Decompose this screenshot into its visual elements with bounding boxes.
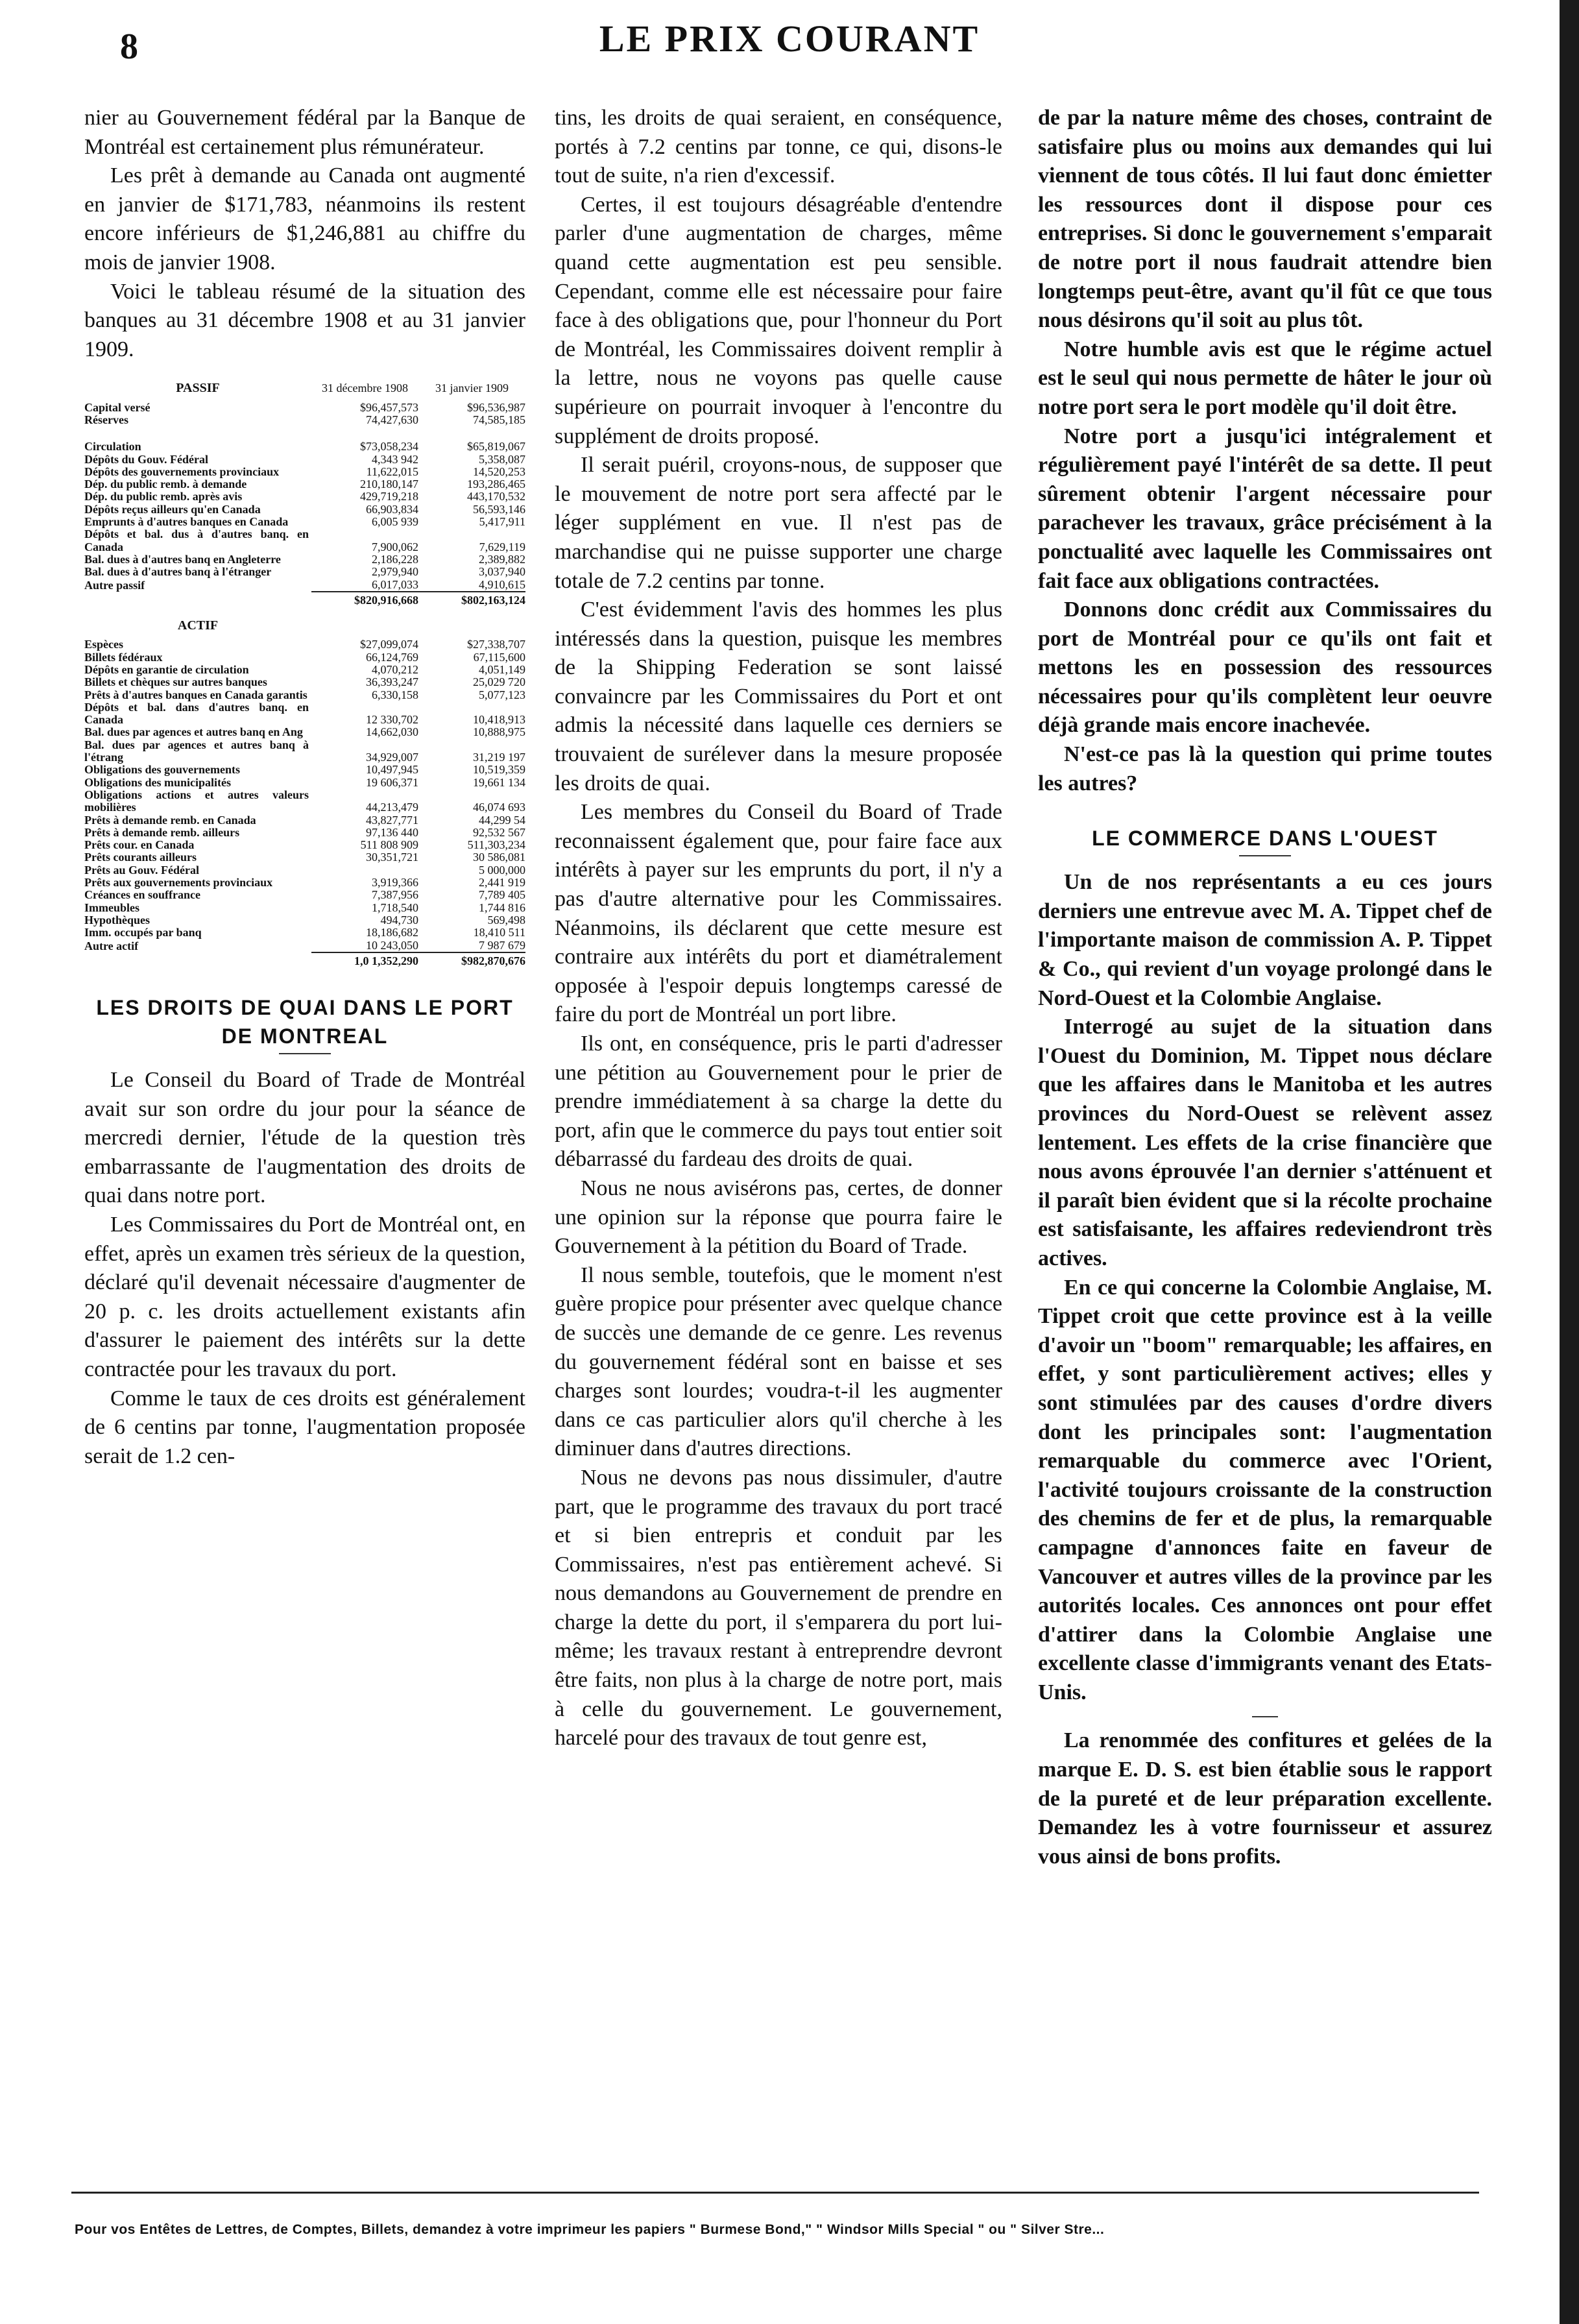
value-dec-1908: 12 330,702 xyxy=(366,713,418,727)
table-row xyxy=(84,441,525,453)
total-jan-1909: $802,163,124 xyxy=(418,592,525,607)
row-label: Billets et chèques sur autres banques xyxy=(84,675,267,689)
row-label: Dép. du public remb. à demande xyxy=(84,478,247,491)
row-label: Prêts à demande remb. en Canada xyxy=(84,813,256,827)
value-dec-1908: 66,124,769 xyxy=(366,650,418,664)
value-jan-1909: 1,744 816 xyxy=(479,901,525,914)
value-dec-1908: 511 808 909 xyxy=(360,838,418,852)
table-row xyxy=(84,402,525,414)
passif-heading: PASSIF xyxy=(176,381,220,396)
table-row xyxy=(84,478,525,490)
value-dec-1908: 7,900,062 xyxy=(372,540,418,553)
row-label: Obligations des municipalités xyxy=(84,775,232,789)
value-dec-1908: 44,213,479 xyxy=(366,801,418,814)
table-row xyxy=(84,889,525,901)
value-jan-1909: 25,029 720 xyxy=(473,675,525,689)
right-para-8: En ce qui concerne la Colombie Anglaise, M. Tippet croit que cette province est à la veille d'avoir un "boom" remarquable; les affaires, en effet, y sont particulièrement actives; elles y sont stimulées par des causes d'ordre divers dont les principales sont: l'augmentation remarquable du commerce avec l'Orient, l'activité toujours croissante de la construction des chemins de fer et de plus, la remarquable campagne d'annonces faite en faveur de Vancouver et autres villes de la province par les autorités locales. Ces annonces ont pour effet d'attirer dans la Colombie Anglaise une excellente classe d'immigrants venant des Etats-Unis. xyxy=(1038,1275,1492,1704)
footer-advertisement: Pour vos Entêtes de Lettres, de Comptes, Billets, demandez à votre imprimeur les papiers " Burmese Bond," " Windsor Mills Special " ou " Silver Stre... xyxy=(75,2222,1105,2237)
table-row xyxy=(84,902,525,914)
table-row xyxy=(84,553,525,566)
value-jan-1909: 2,441 919 xyxy=(479,876,525,890)
value-dec-1908: 18,186,682 xyxy=(366,926,418,939)
right-para-5: N'est-ce pas là la question qui prime toutes les autres? xyxy=(1038,742,1492,795)
table-row xyxy=(84,689,525,701)
row-gap xyxy=(84,426,525,441)
col-head-jan: 31 janvier 1909 xyxy=(435,381,509,395)
passif-total-row xyxy=(84,592,525,607)
row-label: Bal. dues à d'autres banq à l'étranger xyxy=(84,565,272,579)
value-jan-1909: 10,888,975 xyxy=(473,725,525,739)
row-label: Circulation xyxy=(84,440,141,454)
table-row xyxy=(84,777,525,789)
value-jan-1909: $65,819,067 xyxy=(467,440,525,454)
value-jan-1909: 511,303,234 xyxy=(467,838,525,852)
total-jan-1909: $982,870,676 xyxy=(418,952,525,967)
table-row xyxy=(84,914,525,926)
mid-para-9: Nous ne devons pas nous dissimuler, d'autre part, que le programme des travaux du port tracé et si bien entrepris et conduit par les Commissaires, n'est pas entièrement achevé. Si nous demandons au Gouvernement de prendre en charge la dette du port, il s'emparera du port lui-même; les travaux restant à entreprendre devront être faits, non plus à la charge de notre port, mais à celle du gouvernement. Le gouvernement, harcelé pour des travaux de tout genre est, xyxy=(555,1465,1002,1750)
right-para-6: Un de nos représentants a eu ces jours derniers une entrevue avec M. A. Tippet chef de l'importante maison de commission A. P. Tippet & Co., qui revient d'un voyage prolongé dans le Nord-Ouest et la Colombie Anglaise. xyxy=(1038,870,1492,1010)
table-row xyxy=(84,939,525,952)
value-jan-1909: 44,299 54 xyxy=(479,813,525,827)
right-para-7: Interrogé au sujet de la situation dans l'Ouest du Dominion, M. Tippet nous déclare que les affaires dans le Manitoba et les autres provinces du Nord-Ouest se relèvent assez lentement. Les effets de la crise financière que nous avons éprouvée l'an dernier s'atténuent et il paraît bien évident que si la récolte prochaine est satisfaisante, les affaires redeviendront très actives. xyxy=(1038,1015,1492,1270)
value-jan-1909: 5,417,911 xyxy=(479,515,525,529)
right-column xyxy=(1038,104,1492,1871)
row-label: Capital versé xyxy=(84,400,151,414)
value-dec-1908: 6,330,158 xyxy=(372,688,418,701)
right-para-4: Donnons donc crédit aux Commissaires du port de Montréal pour ce qu'ils ont fait et mettons les en possession des ressources nécessaires pour qu'ils complètent leur oeuvre déjà grande mais encore inachevée. xyxy=(1038,598,1492,738)
value-dec-1908: 6,005 939 xyxy=(372,515,418,529)
value-jan-1909: 7,789 405 xyxy=(479,888,525,902)
title-rule xyxy=(1239,855,1291,856)
value-dec-1908: 3,919,366 xyxy=(372,876,418,890)
value-dec-1908: 4,070,212 xyxy=(372,662,418,676)
value-dec-1908: 494,730 xyxy=(380,913,418,926)
value-jan-1909: 4,051,149 xyxy=(479,662,525,676)
row-label: Bal. dues à d'autres banq en Angleterre xyxy=(84,552,281,566)
row-label: Bal. dues par agences et autres banq à l'étrang xyxy=(84,738,309,764)
mid-para-8: Il nous semble, toutefois, que le moment n'est guère propice pour présenter avec quelque chance de succès une demande de ce genre. Les revenus du gouvernement fédéral sont en baisse et ses charges sont lourdes; voudra-t-il les augmenter dans ce cas particulier alors qu'il cherche à les diminuer dans d'autres directions. xyxy=(555,1263,1002,1461)
value-dec-1908: 74,427,630 xyxy=(366,413,418,426)
row-label: Dépôts des gouvernements provinciaux xyxy=(84,465,280,478)
value-jan-1909: 31,219 197 xyxy=(473,751,525,764)
page-number: 8 xyxy=(120,27,138,67)
table-row xyxy=(84,664,525,676)
value-dec-1908: 4,343 942 xyxy=(372,452,418,466)
title-rule xyxy=(279,1053,331,1054)
right-para-2: Notre humble avis est que le régime actuel est le seul qui nous permette de hâter le jour où notre port sera le port modèle qu'il doit être. xyxy=(1038,337,1492,419)
value-jan-1909: 67,115,600 xyxy=(473,650,525,664)
value-jan-1909: 14,520,253 xyxy=(473,465,525,478)
value-dec-1908: $73,058,234 xyxy=(360,440,418,454)
table-row xyxy=(84,851,525,864)
row-label: Dép. du public remb. après avis xyxy=(84,490,243,503)
table-row xyxy=(84,926,525,939)
table-row xyxy=(84,490,525,503)
row-label: Créances en souffrance xyxy=(84,888,200,902)
mid-para-2: Certes, il est toujours désagréable d'entendre parler d'une augmentation de charges, même quand cette augmentation est peu sensible. Cependant, comme elle est nécessaire pour faire face à des obligations que, pour l'honneur du Port de Montréal, les Commissaires doivent remplir à la lettre, nous ne voyons pas quelle cause supérieure on pourrait invoquer à l'encontre du supplément de droits proposé. xyxy=(555,192,1002,448)
left-para-5: Les Commissaires du Port de Montréal ont, en effet, après un examen très sérieux de la question, déclaré qu'il devenait nécessaire d'augmenter de 20 p. c. les droits actuellement existants afin d'assurer le paiement des intérêts sur la dette contractée pour les travaux du port. xyxy=(84,1213,525,1382)
value-dec-1908: $27,099,074 xyxy=(360,638,418,651)
footer-rule xyxy=(71,2192,1479,2194)
value-jan-1909: 193,286,465 xyxy=(467,478,525,491)
table-row xyxy=(84,726,525,738)
value-jan-1909: $27,338,707 xyxy=(467,638,525,651)
row-label: Dépôts en garantie de circulation xyxy=(84,662,249,676)
table-row xyxy=(84,877,525,889)
row-label: Prêts au Gouv. Fédéral xyxy=(84,863,199,877)
value-jan-1909: 10,519,359 xyxy=(473,763,525,777)
table-row xyxy=(84,676,525,688)
left-para-6: Comme le taux de ces droits est généralement de 6 centins par tonne, l'augmentation proposée serait de 1.2 cen- xyxy=(84,1386,525,1468)
value-jan-1909: 7 987 679 xyxy=(479,938,525,952)
value-dec-1908: 1,718,540 xyxy=(372,901,418,914)
table-row xyxy=(84,739,525,764)
value-jan-1909: 5,077,123 xyxy=(479,688,525,701)
value-dec-1908: 10,497,945 xyxy=(366,763,418,777)
value-jan-1909: 7,629,119 xyxy=(479,540,525,553)
value-jan-1909: 3,037,940 xyxy=(479,565,525,579)
row-label: Prêts à demande remb. ailleurs xyxy=(84,825,240,839)
value-jan-1909: 92,532 567 xyxy=(473,825,525,839)
value-dec-1908 xyxy=(311,864,418,877)
actif-heading: ACTIF xyxy=(177,618,219,633)
value-jan-1909: 10,418,913 xyxy=(473,713,525,727)
value-jan-1909: 569,498 xyxy=(487,913,525,926)
row-label: Espèces xyxy=(84,638,123,651)
mid-para-3: Il serait puéril, croyons-nous, de supposer que le mouvement de notre port sera affecté par le léger supplément en vue. Il n'est pas de marchandise qui ne puisse supporter une charge totale de 7.2 centins par tonne. xyxy=(555,453,1002,593)
table-row xyxy=(84,466,525,478)
value-dec-1908: 6,017,033 xyxy=(372,577,418,591)
table-row xyxy=(84,764,525,776)
value-jan-1909: 74,585,185 xyxy=(473,413,525,426)
left-para-2: Les prêt à demande au Canada ont augmenté en janvier de $171,783, néanmoins ils restent encore inférieurs de $1,246,881 au chiffre du mois de janvier 1908. xyxy=(84,163,525,274)
left-para-3: Voici le tableau résumé de la situation des banques au 31 décembre 1908 et au 31 janvier 1909. xyxy=(84,279,525,361)
table-row xyxy=(84,789,525,814)
row-label: Immeubles xyxy=(84,901,139,914)
row-label: Emprunts à d'autres banques en Canada xyxy=(84,515,289,529)
value-jan-1909: 5,358,087 xyxy=(479,452,525,466)
row-label: Autre passif xyxy=(84,578,145,592)
value-dec-1908: 19 606,371 xyxy=(366,775,418,789)
row-label: Autre actif xyxy=(84,939,139,952)
row-label: Obligations des gouvernements xyxy=(84,763,241,777)
table-row xyxy=(84,701,525,727)
value-dec-1908: 14,662,030 xyxy=(366,725,418,739)
value-jan-1909: 443,170,532 xyxy=(467,490,525,503)
mid-para-7: Nous ne nous avisérons pas, certes, de donner une opinion sur la réponse que pourra faire le Gouvernement à la pétition du Board of Trade. xyxy=(555,1176,1002,1259)
table-row xyxy=(84,864,525,877)
right-para-9: La renommée des confitures et gelées de la marque E. D. S. est bien établie sous le rapport de la pureté et de leur préparation excellente. Demandez les à votre fournisseur et assurez vous ainsi de bons profits. xyxy=(1038,1728,1492,1869)
section-title-commerce-ouest: LE COMMERCE DANS L'OUEST xyxy=(1092,827,1438,851)
value-jan-1909: 2,389,882 xyxy=(479,552,525,566)
row-label: Bal. dues par agences et autres banq en Ang xyxy=(84,725,303,739)
value-jan-1909: 5 000,000 xyxy=(479,863,525,877)
table-row xyxy=(84,839,525,851)
mid-para-6: Ils ont, en conséquence, pris le parti d'adresser une pétition au Gouvernement pour le prier de prendre immédiatement à sa charge la dette du port, afin que le commerce du pays tout entier soit débarrassé du fardeau des droits de quai. xyxy=(555,1032,1002,1172)
row-label: Prêts aux gouvernements provinciaux xyxy=(84,876,273,890)
value-jan-1909: 56,593,146 xyxy=(473,502,525,516)
left-para-1: nier au Gouvernement fédéral par la Banque de Montréal est certainement plus rémunérateur. xyxy=(84,106,525,159)
value-dec-1908: 66,903,834 xyxy=(366,502,418,516)
value-dec-1908: 2,186,228 xyxy=(372,552,418,566)
value-dec-1908: 36,393,247 xyxy=(366,675,418,689)
value-dec-1908: 7,387,956 xyxy=(372,888,418,902)
row-label: Prêts à d'autres banques en Canada garantis xyxy=(84,688,307,701)
actif-heading-row xyxy=(84,607,525,638)
value-jan-1909: 4,910,615 xyxy=(479,577,525,591)
middle-column xyxy=(555,104,1002,1753)
mid-para-5: Les membres du Conseil du Board of Trade reconnaissent également que, pour faire face aux intérêts à payer sur les emprunts du port, il n'y a pas d'autre alternative pour les Commissaires. Néanmoins, ils déclarent que cette mesure est contraire aux intérêts du port et diamétralement opposée à l'espoir depuis longtemps caressé de faire du port de Montréal un port libre. xyxy=(555,800,1002,1027)
table-row xyxy=(84,638,525,651)
row-label: Réserves xyxy=(84,413,128,426)
table-row xyxy=(84,651,525,664)
value-dec-1908: 30,351,721 xyxy=(366,851,418,864)
table-row xyxy=(84,516,525,528)
value-dec-1908: 34,929,007 xyxy=(366,751,418,764)
table-row xyxy=(84,827,525,839)
mid-para-1: tins, les droits de quai seraient, en conséquence, portés à 7.2 centins par tonne, ce qui, disons-le tout de suite, n'a rien d'excessif. xyxy=(555,106,1002,188)
total-dec-1908: $820,916,668 xyxy=(311,592,418,607)
left-para-4: Le Conseil du Board of Trade de Montréal avait sur son ordre du jour pour la séance de mercredi dernier, l'étude de la question très embarrassante de l'augmentation des droits de quai dans notre port. xyxy=(84,1068,525,1208)
bank-statement-table xyxy=(84,369,525,967)
row-label: Hypothèques xyxy=(84,913,151,926)
table-row xyxy=(84,579,525,592)
value-jan-1909: $96,536,987 xyxy=(467,400,525,414)
row-label: Imm. occupés par banq xyxy=(84,926,202,939)
value-dec-1908: 11,622,015 xyxy=(366,465,418,478)
col-head-dec: 31 décembre 1908 xyxy=(322,381,408,395)
value-jan-1909: 46,074 693 xyxy=(473,801,525,814)
value-jan-1909: 19,661 134 xyxy=(473,775,525,789)
row-label: Dépôts et bal. dans d'autres banq. en Canada xyxy=(84,700,309,727)
value-dec-1908: 43,827,771 xyxy=(366,813,418,827)
row-label: Dépôts reçus ailleurs qu'en Canada xyxy=(84,502,261,516)
mid-para-4: C'est évidemment l'avis des hommes les plus intéressés dans la question, puisque les membres de la Shipping Federation se sont laissé convaincre par les Commissaires du Port et ont admis la nécessité dans laquelle ces derniers se trouvaient de surélever dans la mesure proposée les droits de quai. xyxy=(555,598,1002,795)
scan-dark-edge xyxy=(1560,0,1579,2324)
total-dec-1908: 1,0 1,352,290 xyxy=(311,952,418,967)
section-title-droits-de-quai: LES DROITS DE QUAI DANS LE PORT DE MONTREAL xyxy=(96,996,514,1048)
table-row xyxy=(84,503,525,516)
value-dec-1908: 2,979,940 xyxy=(372,565,418,579)
right-para-1: de par la nature même des choses, contraint de satisfaire plus ou moins aux demandes qui lui viennent de tous côtés. Il lui faut donc émietter les ressources dont il dispose pour ces entreprises. Si donc le gouvernement s'emparait de notre port il nous faudrait attendre bien longtemps peut-être, avant qu'il fût ce que tous nous désirons qu'il soit au plus tôt. xyxy=(1038,106,1492,333)
actif-total-row xyxy=(84,952,525,967)
value-dec-1908: $96,457,573 xyxy=(360,400,418,414)
value-jan-1909: 30 586,081 xyxy=(473,851,525,864)
row-label: Dépôts et bal. dus à d'autres banq. en Canada xyxy=(84,527,309,553)
table-row xyxy=(84,566,525,578)
value-dec-1908: 97,136 440 xyxy=(366,825,418,839)
table-row xyxy=(84,454,525,466)
table-row xyxy=(84,814,525,827)
row-label: Prêts courants ailleurs xyxy=(84,851,197,864)
value-jan-1909: 18,410 511 xyxy=(473,926,525,939)
right-para-3: Notre port a jusqu'ici intégralement et régulièrement payé l'intérêt de sa dette. Il peut sûrement obtenir l'argent nécessaire pour parachever les travaux, grâce précisément à la ponctualité avec laquelle les Commissaires ont fait face aux obligations contractées. xyxy=(1038,424,1492,593)
row-label: Dépôts du Gouv. Fédéral xyxy=(84,452,209,466)
row-label: Billets fédéraux xyxy=(84,650,163,664)
row-label: Prêts cour. en Canada xyxy=(84,838,195,852)
separator-rule xyxy=(1252,1716,1278,1717)
table-row xyxy=(84,528,525,553)
value-dec-1908: 10 243,050 xyxy=(366,938,418,952)
left-column xyxy=(84,104,525,1471)
running-head-title: LE PRIX COURANT xyxy=(599,18,980,60)
value-dec-1908: 210,180,147 xyxy=(360,478,418,491)
value-dec-1908: 429,719,218 xyxy=(360,490,418,503)
table-row xyxy=(84,414,525,426)
row-label: Obligations actions et autres valeurs mobilières xyxy=(84,788,309,814)
